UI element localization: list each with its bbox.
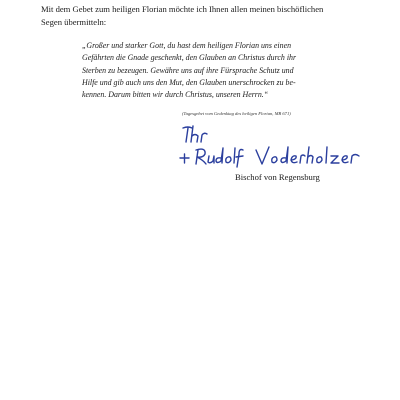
prayer-line: „Großer und starker Gott, du hast dem heiligen Florian uns einen — [82, 41, 292, 50]
prayer-source: (Tagesgebet vom Gedenktag des heiligen Florian, MB 671) — [182, 111, 291, 116]
intro-line: Mit dem Gebet zum heiligen Florian möchte ich Ihnen allen meinen bischöflichen — [41, 4, 324, 14]
intro-line: Segen übermitteln: — [41, 16, 107, 27]
prayer-line: Sterben zu bezeugen. Gewähre uns auf ihre Fürsprache Schutz und — [82, 65, 294, 75]
prayer-line: kennen. Darum bitten wir durch Christus, unseren Herrn.“ — [82, 90, 269, 100]
prayer-quote — [82, 40, 338, 101]
prayer-line: Hilfe und gib auch uns den Mut, den Glauben unerschrocken zu be- — [82, 77, 296, 87]
bishop-title: Bischof von Regensburg — [235, 172, 320, 182]
handwritten-signature — [176, 120, 376, 172]
prayer-line: Gefährten die Gnade geschenkt, den Glauben an Christus durch ihr — [82, 53, 297, 63]
intro-paragraph — [41, 3, 371, 28]
